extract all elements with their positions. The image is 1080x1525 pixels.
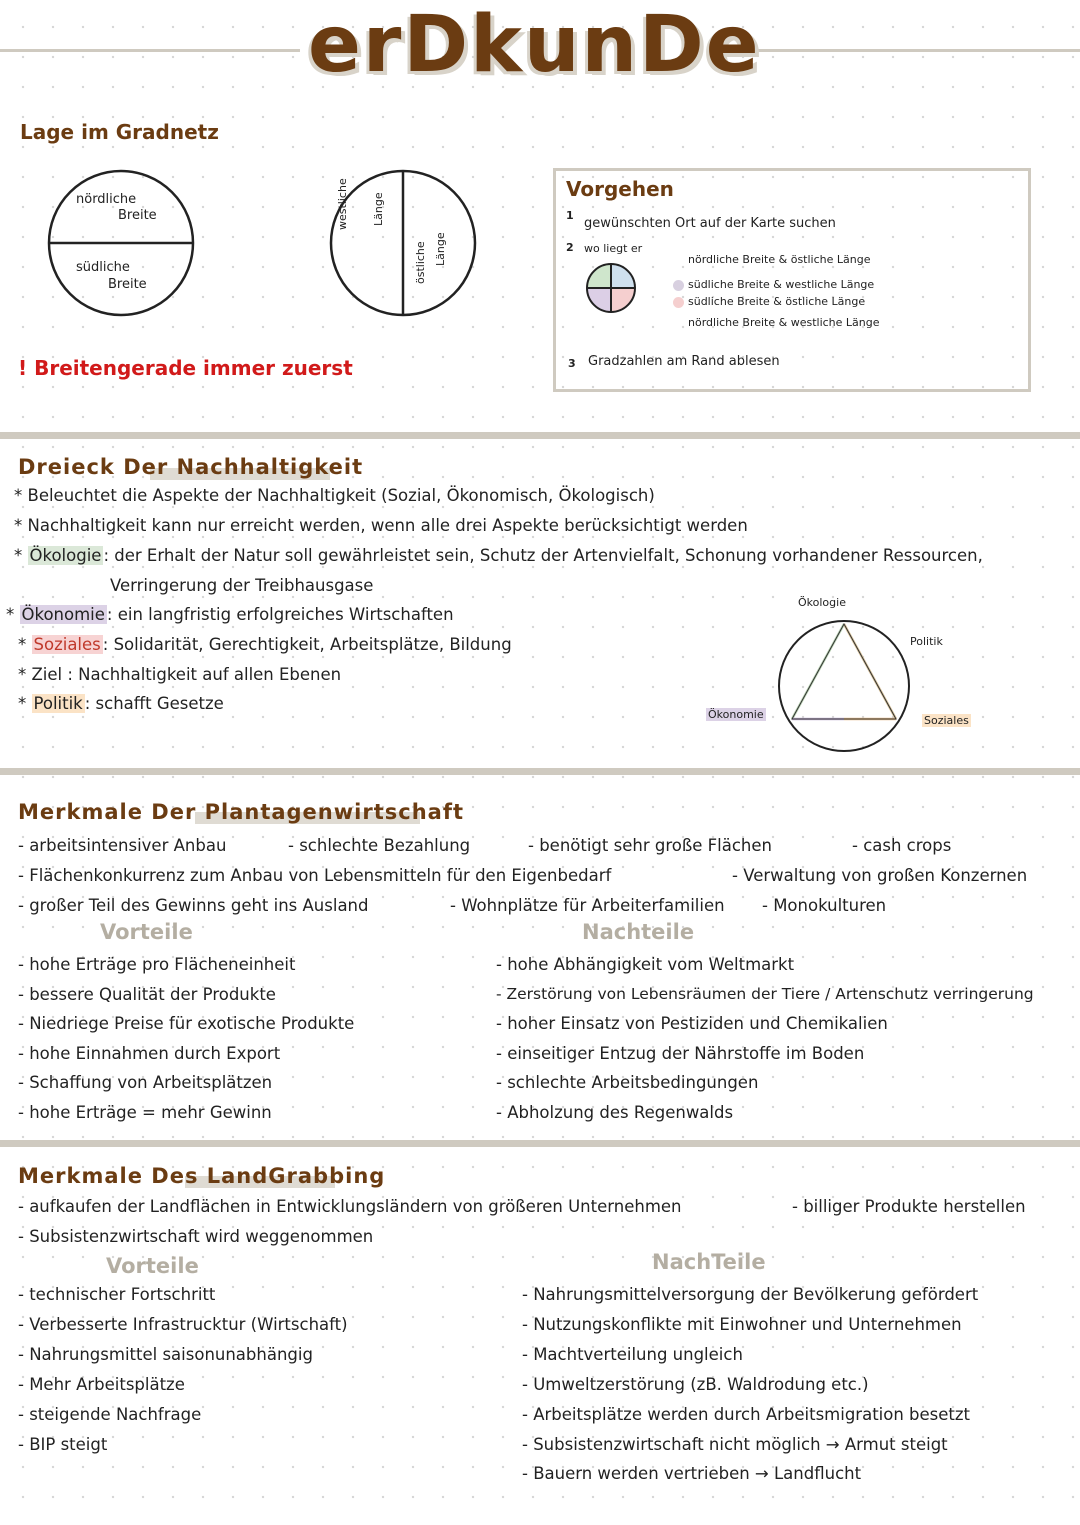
lg-nachteil-3: - Machtverteilung ungleich bbox=[522, 1345, 743, 1364]
diagram-politik: Politik bbox=[910, 635, 943, 648]
pl-vorteil-1: - hohe Erträge pro Flächeneinheit bbox=[18, 955, 296, 974]
dot-pink bbox=[673, 297, 684, 308]
quadrant-text-3: südliche Breite & östliche Länge bbox=[688, 295, 866, 308]
lg-vorteil-2: - Verbesserte Infrastrucktur (Wirtschaft) bbox=[18, 1315, 348, 1334]
lg-vorteil-5: - steigende Nachfrage bbox=[18, 1405, 202, 1424]
diagram-oekologie: Ökologie bbox=[798, 596, 846, 609]
step3-text: Gradzahlen am Rand ablesen bbox=[588, 354, 780, 369]
label-breite-s: Breite bbox=[108, 277, 147, 292]
pl-vorteil-5: - Schaffung von Arbeitsplätzen bbox=[18, 1073, 273, 1092]
lg-nachteil-5: - Arbeitsplätze werden durch Arbeitsmigration besetzt bbox=[522, 1405, 971, 1424]
nh-bullet-2 bbox=[14, 516, 748, 535]
pl-vorteil-4: - hohe Einnahmen durch Export bbox=[18, 1044, 281, 1063]
pl-nachteil-4: - einseitiger Entzug der Nährstoffe im Boden bbox=[496, 1044, 865, 1063]
politik-text: : schafft Gesetze bbox=[84, 694, 224, 713]
pl-row2-b: - Verwaltung von großen Konzernen bbox=[732, 866, 1028, 885]
pl-row1-c: - benötigt sehr große Flächen bbox=[528, 836, 772, 855]
quadrant-svg bbox=[585, 262, 637, 314]
nh-bullet-1 bbox=[14, 486, 655, 505]
pl-row1-b: - schlechte Bezahlung bbox=[288, 836, 471, 855]
pl-row1-d: - cash crops bbox=[852, 836, 952, 855]
oekologie-label: Ökologie bbox=[29, 546, 102, 565]
pl-row3-a: - großer Teil des Gewinns geht ins Ausland bbox=[18, 896, 369, 915]
step1-text: gewünschten Ort auf der Karte suchen bbox=[584, 216, 836, 231]
lg-vorteil-6: - BIP steigt bbox=[18, 1435, 108, 1454]
warning-text: ! Breitengerade immer zuerst bbox=[18, 356, 353, 380]
oekonomie-label: Ökonomie bbox=[21, 605, 105, 624]
step3-num: 3 bbox=[568, 357, 576, 370]
pl-row2-a: - Flächenkonkurrenz zum Anbau von Lebensmitteln für den Eigenbedarf bbox=[18, 866, 612, 885]
lg-nachteil-6: - Subsistenzwirtschaft nicht möglich → Armut steigt bbox=[522, 1435, 948, 1454]
nh-bullet-1-text: Beleuchtet die Aspekte der Nachhaltigkeit (Sozial, Ökonomisch, Ökologisch) bbox=[27, 486, 655, 505]
lg-nachteil-4: - Umweltzerstörung (zB. Waldrodung etc.) bbox=[522, 1375, 869, 1394]
lg-row2: - Subsistenzwirtschaft wird weggenommen bbox=[18, 1227, 374, 1246]
landgrabbing-heading: Merkmale Des LandGrabbing bbox=[18, 1164, 386, 1188]
ziel-text: Ziel : Nachhaltigkeit auf allen Ebenen bbox=[31, 665, 342, 684]
pl-nachteil-5: - schlechte Arbeitsbedingungen bbox=[496, 1073, 759, 1092]
label-oestliche: östliche bbox=[414, 241, 427, 284]
quadrant-text-2: südliche Breite & westliche Länge bbox=[688, 278, 875, 291]
lg-nachteil-7: - Bauern werden vertrieben → Landflucht bbox=[522, 1464, 862, 1483]
pl-vorteil-6: - hohe Erträge = mehr Gewinn bbox=[18, 1103, 272, 1122]
diagram-soziales bbox=[922, 714, 971, 727]
nh-soziales: * Soziales : Solidarität, Gerechtigkeit, Arbeitsplätze, Bildung bbox=[18, 635, 512, 654]
nachhaltigkeit-diagram-svg bbox=[774, 616, 914, 756]
diagram-oekonomie-text: Ökonomie bbox=[708, 708, 764, 721]
quadrant-circle bbox=[585, 262, 637, 314]
soziales-text: : Solidarität, Gerechtigkeit, Arbeitsplätze, Bildung bbox=[102, 635, 512, 654]
nh-oekologie-cont: Verringerung der Treibhausgase bbox=[110, 576, 374, 595]
label-westliche: westliche bbox=[336, 178, 349, 230]
pl-row3-c: - Monokulturen bbox=[762, 896, 887, 915]
pl-vorteil-2: - bessere Qualität der Produkte bbox=[18, 985, 276, 1004]
nh-politik: * Politik : schafft Gesetze bbox=[18, 694, 224, 713]
nachhaltigkeit-diagram bbox=[774, 616, 914, 756]
lg-nachteil-1: - Nahrungsmittelversorgung der Bevölkerung gefördert bbox=[522, 1285, 979, 1304]
pl-row3-b: - Wohnplätze für Arbeiterfamilien bbox=[450, 896, 725, 915]
divider-1 bbox=[0, 432, 1080, 439]
page-title: erDkunDe bbox=[308, 0, 761, 90]
lg-vorteil-3: - Nahrungsmittel saisonunabhängig bbox=[18, 1345, 313, 1364]
step2-num: 2 bbox=[566, 241, 574, 254]
lg-vorteile-title: Vorteile bbox=[106, 1254, 199, 1278]
politik-label: Politik bbox=[33, 694, 83, 713]
pl-nachteile-title: Nachteile bbox=[582, 920, 695, 944]
oekonomie-text: : ein langfristig erfolgreiches Wirtschaften bbox=[106, 605, 454, 624]
laenge-circle-svg bbox=[328, 168, 478, 318]
lg-nachteil-2: - Nutzungskonflikte mit Einwohner und Unternehmen bbox=[522, 1315, 962, 1334]
soziales-label: Soziales bbox=[33, 635, 101, 654]
nh-bullet-2-text: Nachhaltigkeit kann nur erreicht werden, wenn alle drei Aspekte berücksichtigt werden bbox=[27, 516, 748, 535]
lg-row1-b: - billiger Produkte herstellen bbox=[792, 1197, 1026, 1216]
quadrant-text-4: nördliche Breite & westliche Länge bbox=[688, 316, 880, 329]
pl-vorteile-title: Vorteile bbox=[100, 920, 193, 944]
plantagen-heading: Merkmale Der Plantagenwirtschaft bbox=[18, 800, 464, 824]
step2-text: wo liegt er bbox=[584, 242, 643, 255]
star: * bbox=[14, 486, 23, 505]
lg-vorteil-1: - technischer Fortschritt bbox=[18, 1285, 216, 1304]
label-laenge-o: Länge bbox=[434, 232, 447, 266]
nh-ziel: * Ziel : Nachhaltigkeit auf allen Ebenen bbox=[18, 665, 342, 684]
label-suedliche: südliche bbox=[76, 260, 130, 275]
lg-vorteil-4: - Mehr Arbeitsplätze bbox=[18, 1375, 185, 1394]
label-breite-n: Breite bbox=[118, 208, 157, 223]
pl-nachteil-3: - hoher Einsatz von Pestiziden und Chemikalien bbox=[496, 1014, 888, 1033]
divider-2 bbox=[0, 768, 1080, 775]
title-rule-right bbox=[708, 49, 1080, 52]
title-rule-left bbox=[0, 49, 300, 52]
label-noerdliche: nördliche bbox=[76, 192, 137, 207]
label-laenge-w: Länge bbox=[372, 192, 385, 226]
step1-num: 1 bbox=[566, 209, 574, 222]
breite-circle-svg bbox=[46, 168, 196, 318]
pl-vorteil-3: - Niedriege Preise für exotische Produkte bbox=[18, 1014, 355, 1033]
nh-oekologie: * Ökologie : der Erhalt der Natur soll gewährleistet sein, Schutz der Artenvielfalt, Schonung vorhandener Ressourcen, bbox=[14, 546, 983, 565]
laenge-circle bbox=[328, 168, 478, 318]
vorgehen-title: Vorgehen bbox=[566, 177, 674, 201]
divider-3 bbox=[0, 1140, 1080, 1147]
oekologie-text: : der Erhalt der Natur soll gewährleistet sein, Schutz der Artenvielfalt, Schonung vorhandener Ressourcen, bbox=[103, 546, 983, 565]
pl-nachteil-1: - hohe Abhängigkeit vom Weltmarkt bbox=[496, 955, 795, 974]
lg-nachteile-title: NachTeile bbox=[652, 1250, 766, 1274]
lg-row1-a: - aufkaufen der Landflächen in Entwicklungsländern von größeren Unternehmen bbox=[18, 1197, 682, 1216]
star: * bbox=[14, 516, 23, 535]
nachhaltigkeit-heading: Dreieck Der Nachhaltigkeit bbox=[18, 455, 364, 479]
breite-circle bbox=[46, 168, 196, 318]
diagram-soziales-text: Soziales bbox=[924, 714, 969, 727]
gradnetz-heading: Lage im Gradnetz bbox=[20, 120, 219, 144]
nh-oekonomie: * Ökonomie : ein langfristig erfolgreiches Wirtschaften bbox=[6, 605, 454, 624]
diagram-oekonomie bbox=[706, 708, 766, 721]
pl-nachteil-2: - Zerstörung von Lebensräumen der Tiere / Artenschutz verringerung bbox=[496, 985, 1034, 1003]
dot-purple bbox=[673, 280, 684, 291]
quadrant-text-1: nördliche Breite & östliche Länge bbox=[688, 253, 871, 266]
pl-row1-a: - arbeitsintensiver Anbau bbox=[18, 836, 227, 855]
pl-nachteil-6: - Abholzung des Regenwalds bbox=[496, 1103, 734, 1122]
